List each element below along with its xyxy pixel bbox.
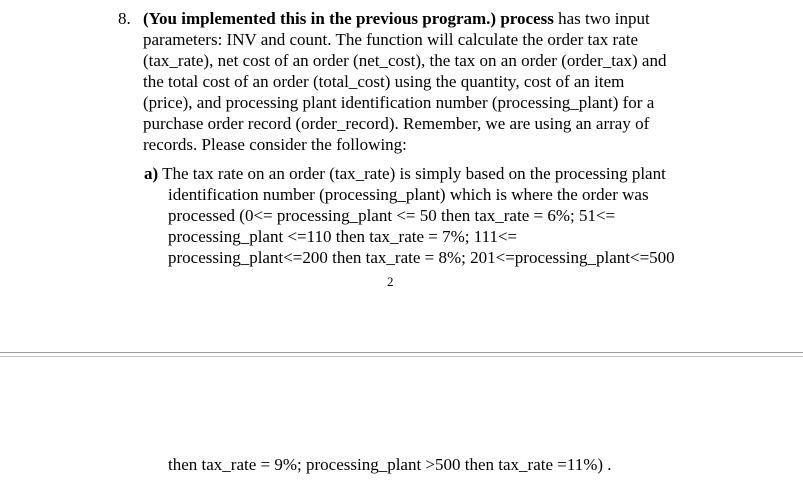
item-a-line: processing_plant <=110 then tax_rate = 7%; 111<= [168, 227, 518, 246]
question-line-1-rest: has two input [553, 9, 650, 28]
question-line: (tax_rate), net cost of an order (net_cost), the tax on an order (order_tax) and [143, 51, 667, 70]
continuation-line: then tax_rate = 9%; processing_plant >500 then tax_rate =11%) . [168, 455, 612, 474]
item-a-line: processing_plant<=200 then tax_rate = 8%; 201<=processing_plant<=500 [168, 248, 675, 267]
question-line: (price), and processing plant identification number (processing_plant) for a [143, 93, 655, 112]
question-line: records. Please consider the following: [143, 135, 407, 154]
question-line: parameters: INV and count. The function will calculate the order tax rate [143, 30, 639, 49]
item-a-line-1-rest: The tax rate on an order (tax_rate) is simply based on the processing plant [158, 164, 666, 183]
item-a-label: a) [144, 164, 159, 183]
question-line: purchase order record (order_record). Remember, we are using an array of [143, 114, 650, 133]
question-bold-intro: (You implemented this in the previous program.) process [143, 9, 554, 28]
page-number: 2 [387, 274, 394, 289]
item-a-line: processed (0<= processing_plant <= 50 then tax_rate = 6%; 51<= [168, 206, 616, 225]
question-line-1 [143, 9, 650, 29]
question-number: 8. [118, 9, 131, 28]
item-a-line: identification number (processing_plant) which is where the order was [168, 185, 649, 204]
page-break-divider-secondary [0, 356, 803, 357]
page-break-divider [0, 352, 803, 353]
item-a-line-1 [144, 164, 666, 184]
question-line: the total cost of an order (total_cost) using the quantity, cost of an item [143, 72, 625, 91]
